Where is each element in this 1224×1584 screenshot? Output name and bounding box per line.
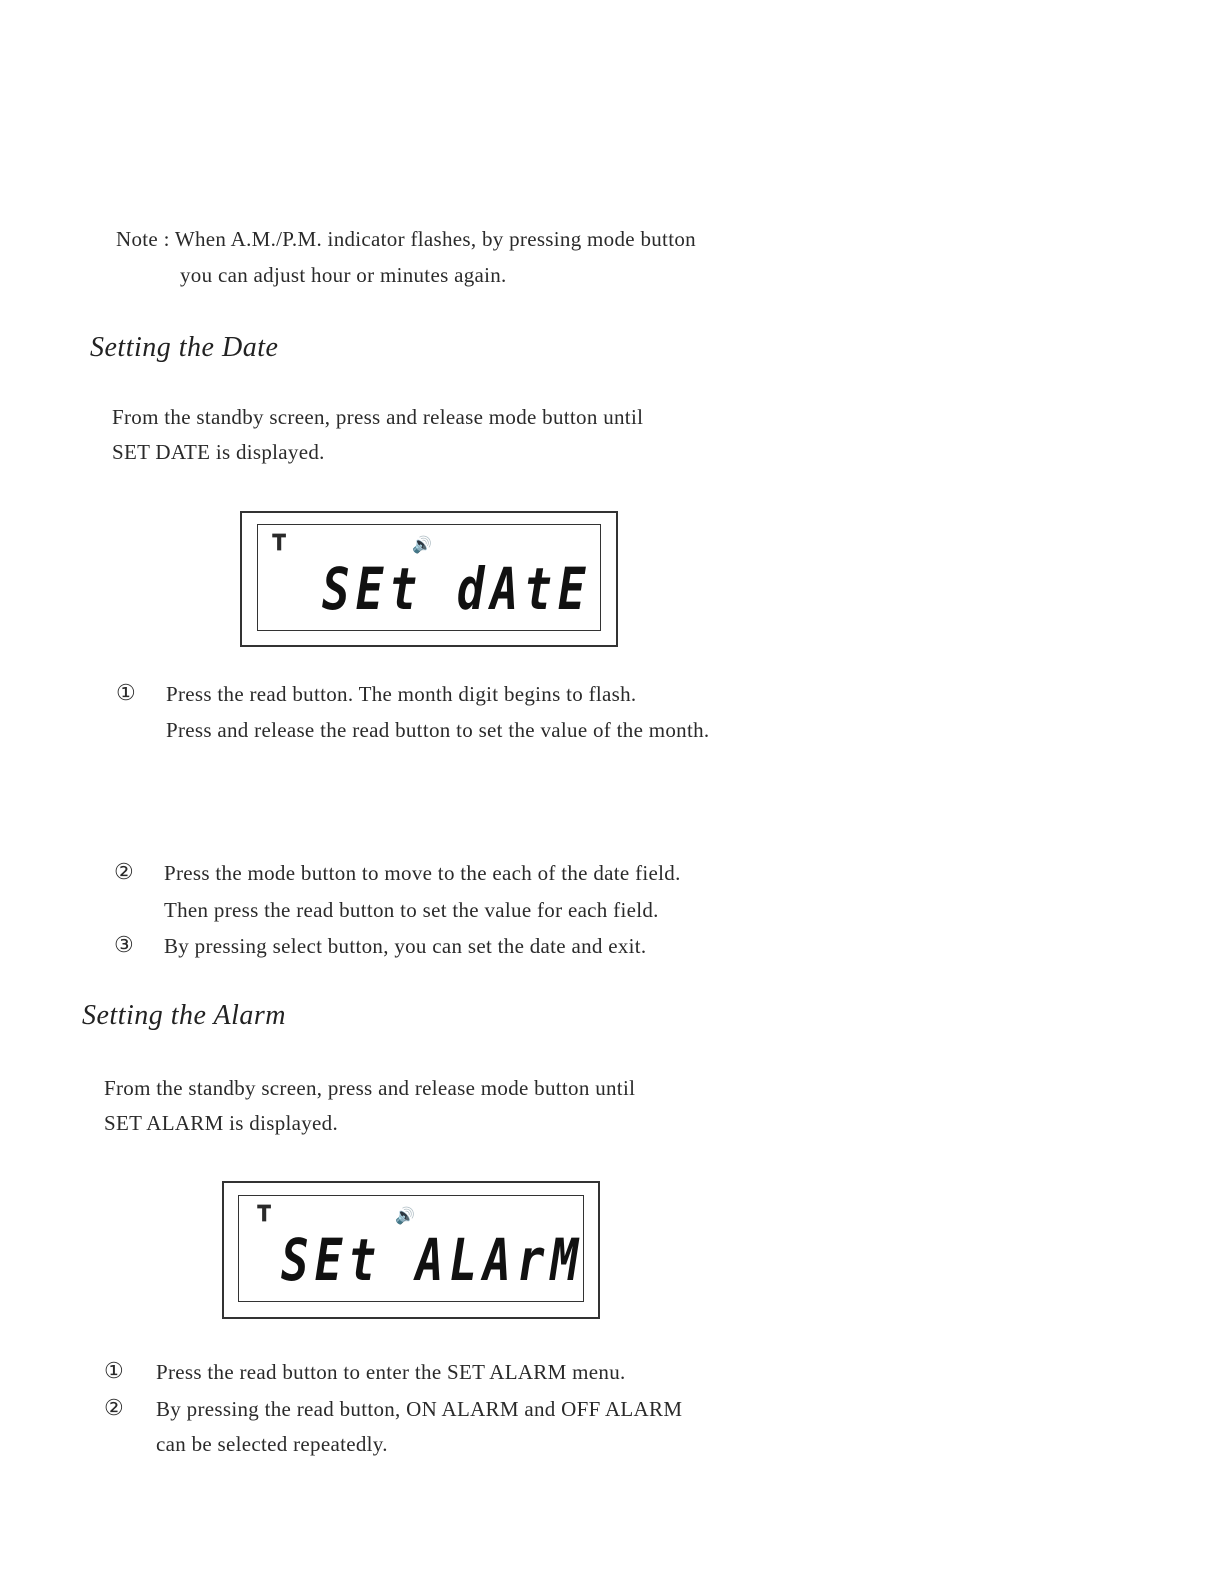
lcd-text: SEt dAtE: [322, 555, 592, 623]
date-step-2-line-1: Press the mode button to move to the each of the date field.: [164, 861, 681, 885]
lcd-screen: [238, 1195, 584, 1302]
alarm-intro-line-1: From the standby screen, press and release mode button until: [104, 1076, 636, 1100]
date-step-2-number: ②: [114, 859, 134, 884]
date-intro-line-1: From the standby screen, press and release mode button until: [112, 405, 644, 429]
date-step-1-line-2: Press and release the read button to set the value of the month.: [166, 718, 710, 742]
alarm-intro-line-2: SET ALARM is displayed.: [104, 1111, 339, 1135]
alarm-step-2-line-1: By pressing the read button, ON ALARM and OFF ALARM: [156, 1397, 683, 1421]
date-step-1-number: ①: [116, 680, 136, 705]
note-line-1: Note : When A.M./P.M. indicator flashes, by pressing mode button: [116, 227, 696, 251]
alarm-step-2-number: ②: [104, 1395, 124, 1420]
date-intro-line-2: SET DATE is displayed.: [112, 440, 325, 464]
date-section-heading: Setting the Date: [90, 332, 279, 363]
alarm-step-1-number: ①: [104, 1358, 124, 1383]
speaker-icon: 🔊: [412, 535, 432, 554]
note-line-2: you can adjust hour or minutes again.: [180, 263, 507, 287]
date-step-3-line-1: By pressing select button, you can set the date and exit.: [164, 934, 647, 958]
lcd-text: SEt ALArM: [281, 1226, 585, 1294]
antenna-icon: 𝚻: [257, 1202, 272, 1227]
date-step-2-line-2: Then press the read button to set the value for each field.: [164, 898, 659, 922]
alarm-section-heading: Setting the Alarm: [82, 1000, 286, 1031]
speaker-icon: 🔊: [395, 1206, 415, 1225]
date-step-3-number: ③: [114, 932, 134, 957]
lcd-screen: [257, 524, 601, 631]
lcd-display-set-date: [240, 511, 618, 647]
antenna-icon: 𝚻: [272, 531, 287, 556]
date-step-1-line-1: Press the read button. The month digit begins to flash.: [166, 682, 637, 706]
alarm-step-2-line-2: can be selected repeatedly.: [156, 1432, 388, 1456]
lcd-display-set-alarm: [222, 1181, 600, 1319]
alarm-step-1-line-1: Press the read button to enter the SET ALARM menu.: [156, 1360, 626, 1384]
